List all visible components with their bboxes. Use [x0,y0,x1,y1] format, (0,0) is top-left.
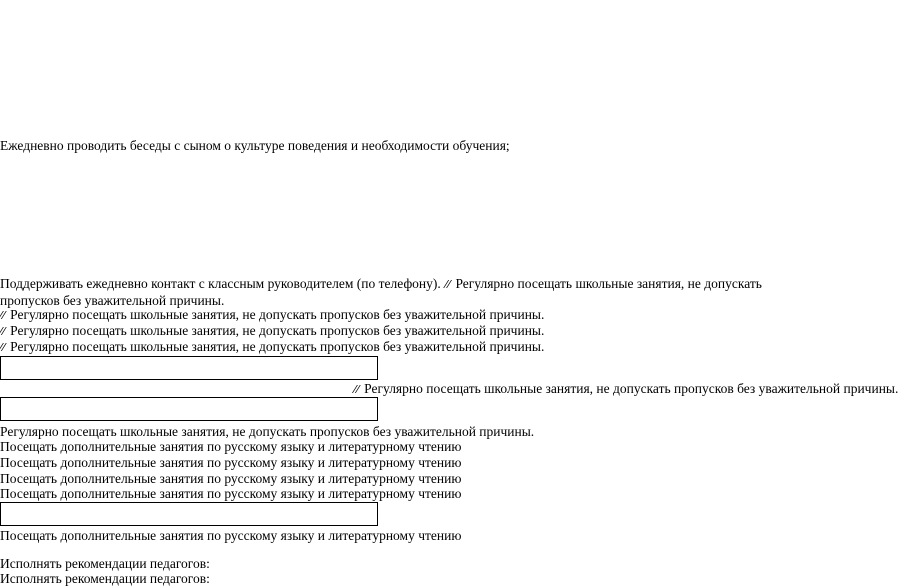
empty-frame-2 [0,397,378,421]
line-attendance-2-text: Регулярно посещать школьные занятия, не допускать пропусков без уважительной причины. [10,323,545,338]
line-extra-classes-1-text: Посещать дополнительные занятия по русскому языку и литературному чтению [0,439,462,454]
line-attendance-4 [354,381,898,398]
line-recommendations-2 [0,571,210,588]
empty-frame-1 [0,356,378,380]
line-extra-classes-5-text: Посещать дополнительные занятия по русскому языку и литературному чтению [0,528,462,543]
line-conversations [0,138,510,154]
line-extra-classes-4-text: Посещать дополнительные занятия по русскому языку и литературному чтению [0,486,462,501]
missing-glyphs: ⁄⁄ [354,383,365,396]
line-recommendations-2-text: Исполнять рекомендации педагогов: [0,571,210,586]
missing-glyphs: ⁄⁄ [440,278,456,291]
line-recommendations-1-text: Исполнять рекомендации педагогов: [0,556,210,571]
line-attendance-1-text: Регулярно посещать школьные занятия, не допускать пропусков без уважительной причины. [10,307,545,322]
paragraph-contact-text: Поддерживать ежедневно контакт с классным руководителем (по телефону). [0,276,441,291]
line-extra-classes-3-text: Посещать дополнительные занятия по русскому языку и литературному чтению [0,471,462,486]
missing-glyphs: ⁄⁄ [0,309,11,322]
paragraph-contact [0,276,812,309]
line-extra-classes-1 [0,439,461,456]
line-conversations-text: Ежедневно проводить беседы с сыном о культуре поведения и необходимости обучения; [0,138,510,153]
line-attendance-4-text: Регулярно посещать школьные занятия, не допускать пропусков без уважительной причины. [364,381,898,396]
paragraph-contact-tail: Регулярно посещать школьные занятия, не допускать пропусков без уважительной причины. [0,276,762,308]
line-attendance-1 [0,307,544,324]
line-attendance-2 [0,323,544,340]
line-extra-classes-2-text: Посещать дополнительные занятия по русскому языку и литературному чтению [0,455,462,470]
missing-glyphs: ⁄⁄ [0,325,11,338]
line-extra-classes-2 [0,455,461,472]
line-attendance-5 [0,424,534,440]
line-extra-classes-5 [0,528,461,544]
line-extra-classes-4 [0,486,461,503]
line-attendance-3 [0,339,544,356]
line-attendance-5-text: Регулярно посещать школьные занятия, не допускать пропусков без уважительной причины. [0,424,535,439]
empty-frame-3 [0,502,378,526]
missing-glyphs: ⁄⁄ [0,341,11,354]
line-attendance-3-text: Регулярно посещать школьные занятия, не допускать пропусков без уважительной причины. [10,339,545,354]
